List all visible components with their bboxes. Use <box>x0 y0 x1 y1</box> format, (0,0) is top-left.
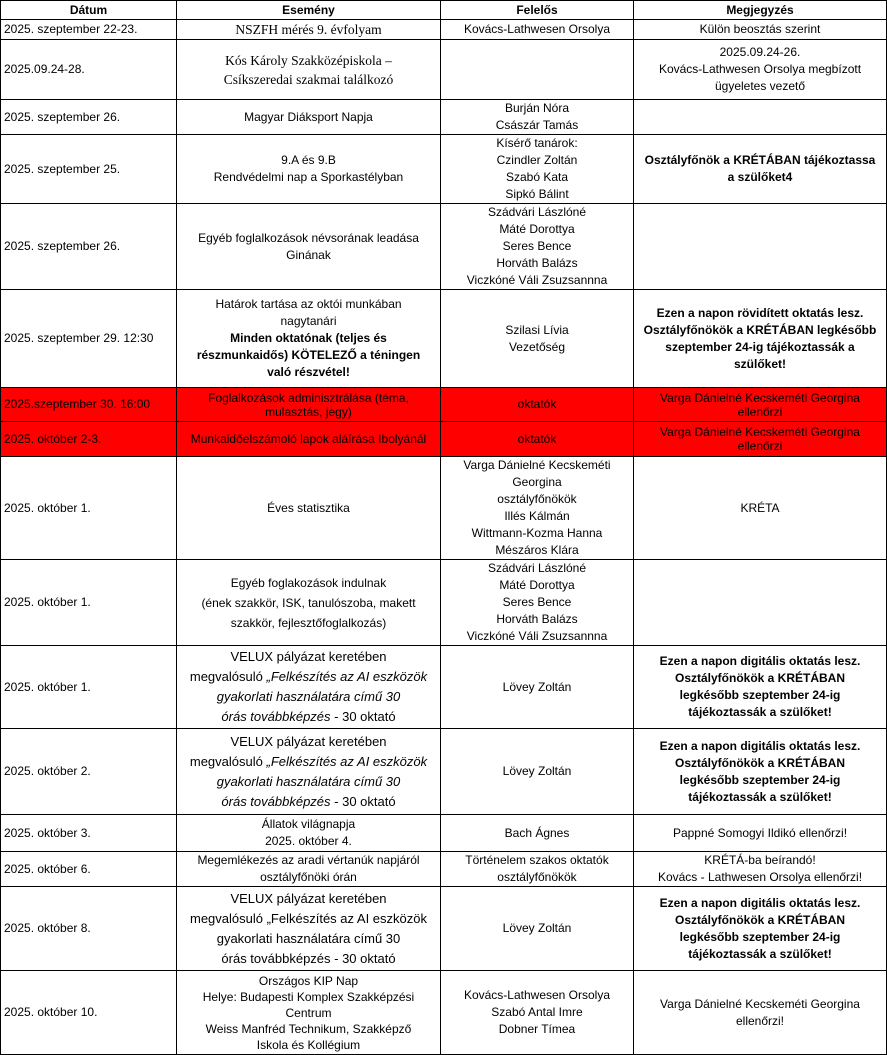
table-row <box>1 100 887 135</box>
table-row <box>1 290 887 388</box>
table-row <box>1 646 887 729</box>
date-cell: 2025.szeptember 30. 16:00 <box>1 388 177 422</box>
responsible-cell: Lövey Zoltán <box>441 646 634 729</box>
event-cell: Állatok világnapja 2025. október 4. <box>177 815 441 852</box>
event-cell: Országos KIP Nap Helye: Budapesti Komplex Szakképzési Centrum Weiss Manfréd Technikum, Szakképző Iskola és Kollégium <box>177 971 441 1055</box>
table-row <box>1 135 887 204</box>
note-cell: Osztályfőnök a KRÉTÁBAN tájékoztassa a szülőket4 <box>634 135 887 204</box>
table-row <box>1 40 887 100</box>
responsible-cell: Bach Ágnes <box>441 815 634 852</box>
event-cell: NSZFH mérés 9. évfolyam <box>177 20 441 40</box>
date-cell: 2025. október 6. <box>1 852 177 887</box>
event-cell: Megemlékezés az aradi vértanúk napjáról osztályfőnöki órán <box>177 852 441 887</box>
header-event: Esemény <box>177 1 441 20</box>
note-cell: KRÉTÁ-ba beírandó! Kovács - Lathwesen Orsolya ellenőrzi! <box>634 852 887 887</box>
responsible-cell: Történelem szakos oktatók osztályfőnökök <box>441 852 634 887</box>
date-cell: 2025. szeptember 26. <box>1 204 177 290</box>
event-cell: Éves statisztika <box>177 457 441 560</box>
date-cell: 2025. október 2. <box>1 729 177 815</box>
responsible-cell <box>441 40 634 100</box>
date-cell: 2025. szeptember 25. <box>1 135 177 204</box>
responsible-cell: Lövey Zoltán <box>441 729 634 815</box>
event-cell: 9.A és 9.B Rendvédelmi nap a Sporkastélyban <box>177 135 441 204</box>
note-cell: Ezen a napon digitális oktatás lesz. Osztályfőnökök a KRÉTÁBAN legkésőbb szeptember 24-ig tájékoztassák a szülőket! <box>634 887 887 971</box>
header-note: Megjegyzés <box>634 1 887 20</box>
date-cell: 2025. október 8. <box>1 887 177 971</box>
event-cell: Kós Károly Szakközépiskola – Csíkszeredai szakmai találkozó <box>177 40 441 100</box>
note-cell <box>634 560 887 646</box>
responsible-cell: Szádvári Lászlóné Máté Dorottya Seres Bence Horváth Balázs Viczkóné Váli Zsuzsannna <box>441 560 634 646</box>
event-cell: Határok tartása az októi munkában nagytanári Minden oktatónak (teljes és részmunkaidős) KÖTELEZŐ a téningen való részvétel! <box>177 290 441 388</box>
note-cell: KRÉTA <box>634 457 887 560</box>
responsible-cell: oktatók <box>441 422 634 457</box>
responsible-cell: Kovács-Lathwesen Orsolya <box>441 20 634 40</box>
event-cell: VELUX pályázat keretében megvalósuló „Felkészítés az AI eszközök gyakorlati használatára című 30 órás továbbképzés - 30 oktató <box>177 646 441 729</box>
date-cell: 2025. október 10. <box>1 971 177 1055</box>
event-cell: Magyar Diáksport Napja <box>177 100 441 135</box>
date-cell: 2025. szeptember 22-23. <box>1 20 177 40</box>
table-row <box>1 971 887 1055</box>
table-row <box>1 729 887 815</box>
responsible-cell: Lövey Zoltán <box>441 887 634 971</box>
note-cell: Külön beosztás szerint <box>634 20 887 40</box>
date-cell: 2025. október 1. <box>1 560 177 646</box>
event-cell: Egyéb foglakozások indulnak (ének szakkör, ISK, tanulószoba, makett szakkör, fejlesztőfoglalkozás) <box>177 560 441 646</box>
date-cell: 2025. október 1. <box>1 646 177 729</box>
responsible-cell: Szilasi Lívia Vezetőség <box>441 290 634 388</box>
table-row <box>1 560 887 646</box>
note-cell: Varga Dánielné Kecskeméti Georgina ellenőrzi <box>634 388 887 422</box>
note-cell: Pappné Somogyi Ildikó ellenőrzi! <box>634 815 887 852</box>
event-cell: VELUX pályázat keretében megvalósuló „Felkészítés az AI eszközök gyakorlati használatára című 30 órás továbbképzés - 30 oktató <box>177 729 441 815</box>
event-cell: Foglalkozások adminisztrálása (téma, mulasztás, jegy) <box>177 388 441 422</box>
date-cell: 2025. október 1. <box>1 457 177 560</box>
event-cell: Egyéb foglalkozások névsorának leadása Ginának <box>177 204 441 290</box>
responsible-cell: Szádvári Lászlóné Máté Dorottya Seres Bence Horváth Balázs Viczkóné Váli Zsuzsannna <box>441 204 634 290</box>
note-cell: Ezen a napon rövidített oktatás lesz. Osztályfőnökök a KRÉTÁBAN legkésőbb szeptember 24-ig tájékoztassák a szülőket! <box>634 290 887 388</box>
date-cell: 2025. október 2-3. <box>1 422 177 457</box>
responsible-cell: Varga Dánielné Kecskeméti Georgina osztályfőnökök Illés Kálmán Wittmann-Kozma Hanna Mészáros Klára <box>441 457 634 560</box>
header-row <box>1 1 887 20</box>
note-cell: 2025.09.24-26. Kovács-Lathwesen Orsolya megbízott ügyeletes vezető <box>634 40 887 100</box>
date-cell: 2025.09.24-28. <box>1 40 177 100</box>
date-cell: 2025. szeptember 29. 12:30 <box>1 290 177 388</box>
responsible-cell: Burján Nóra Császár Tamás <box>441 100 634 135</box>
header-responsible: Felelős <box>441 1 634 20</box>
table-row <box>1 20 887 40</box>
note-cell: Varga Dánielné Kecskeméti Georgina ellenőrzi! <box>634 971 887 1055</box>
date-cell: 2025. október 3. <box>1 815 177 852</box>
note-cell <box>634 204 887 290</box>
responsible-cell: oktatók <box>441 388 634 422</box>
table-row <box>1 887 887 971</box>
table-row <box>1 204 887 290</box>
note-cell <box>634 100 887 135</box>
note-cell: Ezen a napon digitális oktatás lesz. Osztályfőnökök a KRÉTÁBAN legkésőbb szeptember 24-ig tájékoztassák a szülőket! <box>634 646 887 729</box>
header-date: Dátum <box>1 1 177 20</box>
table-row <box>1 852 887 887</box>
responsible-cell: Kísérő tanárok: Czindler Zoltán Szabó Kata Sipkó Bálint <box>441 135 634 204</box>
note-cell: Ezen a napon digitális oktatás lesz. Osztályfőnökök a KRÉTÁBAN legkésőbb szeptember 24-ig tájékoztassák a szülőket! <box>634 729 887 815</box>
table-row <box>1 457 887 560</box>
date-cell: 2025. szeptember 26. <box>1 100 177 135</box>
table-row <box>1 388 887 422</box>
event-cell: VELUX pályázat keretében megvalósuló „Felkészítés az AI eszközök gyakorlati használatára című 30 órás továbbképzés - 30 oktató <box>177 887 441 971</box>
table-row <box>1 815 887 852</box>
note-cell: Varga Dánielné Kecskeméti Georgina ellenőrzi <box>634 422 887 457</box>
responsible-cell: Kovács-Lathwesen Orsolya Szabó Antal Imre Dobner Tímea <box>441 971 634 1055</box>
table-row <box>1 422 887 457</box>
event-cell: Munkaidőelszámoló lapok aláírása Ibolyánál <box>177 422 441 457</box>
